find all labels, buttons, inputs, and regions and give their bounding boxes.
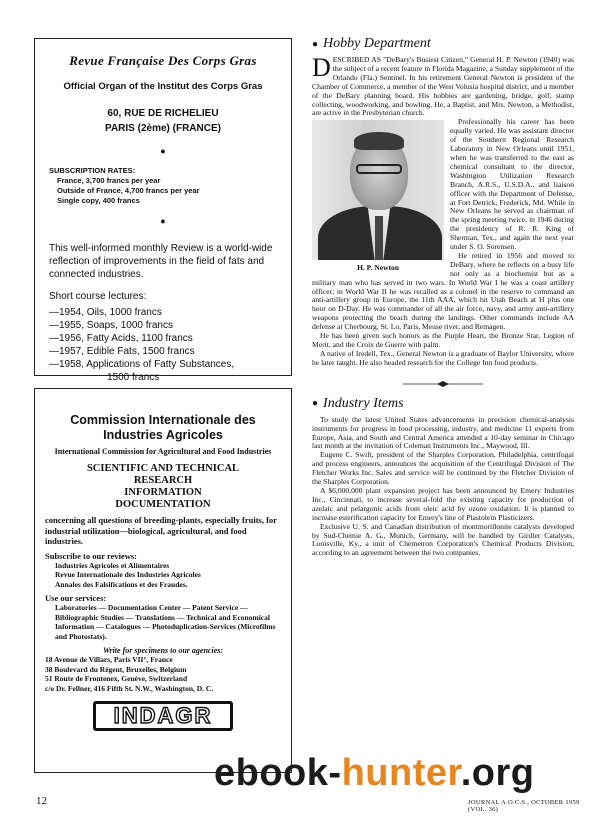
research-line: INFORMATION: [124, 487, 202, 498]
hobby-section-heading: [312, 36, 574, 52]
watermark: [214, 752, 534, 795]
drop-cap: D: [312, 53, 331, 82]
industry-paragraph: To study the latest United States advancements in precision chemical-analysis instruments for progress in food processing, industry, and medicine 11 experts from Europe, Asia, and South and Central America attended a 10-day seminar in Chicago last month at the invitation of Coleman Instruments Inc., Maywood, Ill.: [312, 414, 574, 451]
revue-address: [49, 106, 277, 136]
services-list: Laboratories — Documentation Center — Patent Service — Bibliographic Studies — Translations — Technical and Economical Information — Catalogues — Photoduplication-Services (Microfilms and Photostats).: [55, 603, 276, 641]
review-title: Revue Internationale des Industries Agricoles: [55, 570, 201, 579]
bullet-icon: ●: [160, 216, 166, 226]
short-course-heading: Short course lectures:: [49, 291, 147, 302]
subscription-line: Outside of France, 4,700 francs per year: [57, 186, 200, 195]
lecture-list: [49, 306, 277, 384]
indagr-logo: [93, 701, 233, 731]
hobby-paragraph: Professionally his career has been equally varied. He was assistant director of the Southern Regional Research Laboratory in New Orleans until 1951, when he was transferred to the east as chemical consultant to the director, Washington Utilization Research Branch, A.R.S., U.S.D.A., and liaison officer with the Department of Defense, at Fort Detrick, Frederick, Md. While in New Orleans he served as chairman of the spring meeting twice, in 1946 during the presidency of R. R. King of Sherman, Tex., and again the next year under S. O. Sorensen.: [450, 117, 574, 252]
lecture-item: —1955, Soaps, 1000 francs: [49, 320, 173, 331]
lecture-item: —1958, Applications of Fatty Substances,: [49, 359, 235, 370]
bullet-icon: ●: [160, 146, 166, 156]
address-line: PARIS (2ème) (FRANCE): [105, 123, 221, 134]
industry-section-heading: [312, 396, 574, 412]
commission-translation: International Commission for Agricultural and Food Industries: [54, 447, 272, 456]
subscription-line: France, 3,700 francs per year: [57, 176, 161, 185]
portrait-photo: [312, 120, 444, 274]
commission-advertisement: [34, 388, 292, 773]
revue-advertisement: [34, 38, 292, 383]
services-heading: Use our services:: [45, 593, 107, 603]
hobby-paragraph: A native of Iredell, Tex., General Newton is a graduate of Baylor University, where he later taught. He also headed research for the College Inn food products.: [312, 348, 574, 367]
portrait-image: [312, 120, 444, 260]
subscription-heading: SUBSCRIPTION RATES:: [49, 166, 136, 175]
watermark-part: .org: [460, 752, 535, 794]
logo-text: INDAGR: [113, 703, 213, 728]
lecture-item: —1956, Fatty Acids, 1100 francs: [49, 333, 193, 344]
industry-paragraph: Eugene C. Swift, president of the Sharples Corporation, Philadelphia, centrifugal and process engineers, announces the acquisition of the Centrifugal Division of The Fletcher Works Inc. Sales and service will be continued by the Fletcher Division of the Sharples Corporation.: [312, 450, 574, 487]
agency-address: 51 Route de Frontenex, Genève, Switzerland: [45, 674, 188, 683]
journal-footer: JOURNAL A.O.C.S., OCTOBER 1959 (VOL. 36): [468, 799, 580, 813]
agency-list: [45, 655, 281, 693]
lecture-item: —1954, Oils, 1000 francs: [49, 307, 162, 318]
agency-address: 18 Avenue de Villars, Paris VII°, France: [45, 655, 173, 664]
subscribe-heading: Subscribe to our reviews:: [45, 550, 138, 561]
research-line: SCIENTIFIC AND TECHNICAL: [86, 463, 240, 474]
industry-paragraph: A $6,000,000 plant expansion project has been announced by Emery Industries Inc., Cincinnati, to increase several-fold the existing capacity for production of azelaic and pelargonic acids from oleic acid by ozone oxidation. It is planned to increase esterification capacity for Emery's line of Plastolein Plasticizers.: [312, 485, 574, 522]
review-title: Annales des Falsifications et des Fraudes.: [55, 579, 188, 589]
photo-caption: H. P. Newton: [357, 263, 399, 273]
subscription-rates: [49, 166, 277, 206]
hobby-paragraph: He retired in 1956 and moved to DeBary, where he reflects on a busy life not only as a biochemist but as a military man who has served in two wars. In World War I he was a coast artillery officer; in World War II he was recalled as a colonel in the reserve to command an anti-artillery group in Europe, the 11th AAA, which hit Utah Beach at H plus one hour on D-Day. He was commander of all the air force, navy, and army anti-artillery weapons protecting the beach during the landings. Other commands include AA defense at Cherbourg, St. Lo, Paris, Meuse river, and Remagen.: [312, 250, 574, 332]
concern-text: concerning all questions of breeding-plants, especially fruits, for industrial utilization—biological, agricultural, and food industries.: [45, 515, 277, 546]
hobby-heading-text: Hobby Department: [323, 36, 431, 51]
review-title: Industries Agricoles et Alimentaires: [55, 560, 170, 570]
commission-title: Commission Internationale des Industries Agricoles: [70, 413, 256, 442]
research-line: RESEARCH: [133, 475, 193, 486]
hobby-paragraph: [312, 53, 575, 118]
address-line: 60, RUE DE RICHELIEU: [107, 108, 219, 119]
research-line: DOCUMENTATION: [115, 499, 211, 510]
lecture-item: —1957, Edible Fats, 1500 francs: [49, 346, 195, 357]
hobby-paragraph: He has been given such honors as the Purple Heart, the Bronze Star, Legion of Merit, and the Croix de Guerre with palm.: [312, 331, 574, 349]
revue-organ: Official Organ of the Institut des Corps Gras: [63, 81, 263, 92]
right-column: [312, 36, 574, 558]
research-heading: [45, 463, 281, 511]
industry-heading-text: Industry Items: [323, 395, 404, 411]
page-number: 12: [36, 795, 47, 807]
watermark-part: ebook-: [214, 752, 342, 794]
industry-article: [312, 416, 574, 559]
agency-address: 38 Boulevard du Régent, Bruxelles, Belgium: [45, 664, 187, 674]
agency-address: c/o Dr. Fellner, 416 Fifth St. N.W., Washington, D. C.: [45, 683, 214, 693]
bullet-icon: ●: [312, 38, 319, 50]
watermark-part: hunter: [341, 752, 461, 794]
hobby-article: [312, 53, 575, 368]
bullet-icon: ●: [312, 398, 319, 410]
industry-paragraph: Exclusive U. S. and Canadian distribution of montmorillonite catalysts developed by Sud-Chemie A. G., Munich, Germany, will be handled by Girdler Catalysts, Louisville, Ky., a unit of Chemetron Corporation's Chemical Products Division, according to an agreement between the two companies.: [312, 521, 574, 558]
subscription-line: Single copy, 400 francs: [57, 196, 140, 205]
section-divider: [312, 374, 574, 392]
hobby-paragraph-text: ESCRIBED AS "DeBary's Busiest Citizen," General H. P. Newton (1940) was the subject of a recent feature in Florida Magazine, a Sunday supplement of the Orlando (Fla.) Sentinel. In his retirement General Newton is president of the Chamber of Commerce, a member of the West Volusia hospital district, and a member of the DeBary planning board. His hobbies are gardening, bridge, golf, stamp collecting, woodworking, and bowling. He, a Baptist, and Mrs. Newton, a Methodist, are active in the Presbyterian church.: [312, 55, 575, 118]
write-prompt: Write for specimens to our agencies:: [102, 646, 224, 655]
lecture-item-continued: 1500 francs: [107, 372, 160, 383]
revue-title: Revue Française Des Corps Gras: [69, 53, 257, 68]
revue-description: This well-informed monthly Review is a world-wide reflection of improvements in the field of fats and connected industries.: [49, 243, 273, 280]
